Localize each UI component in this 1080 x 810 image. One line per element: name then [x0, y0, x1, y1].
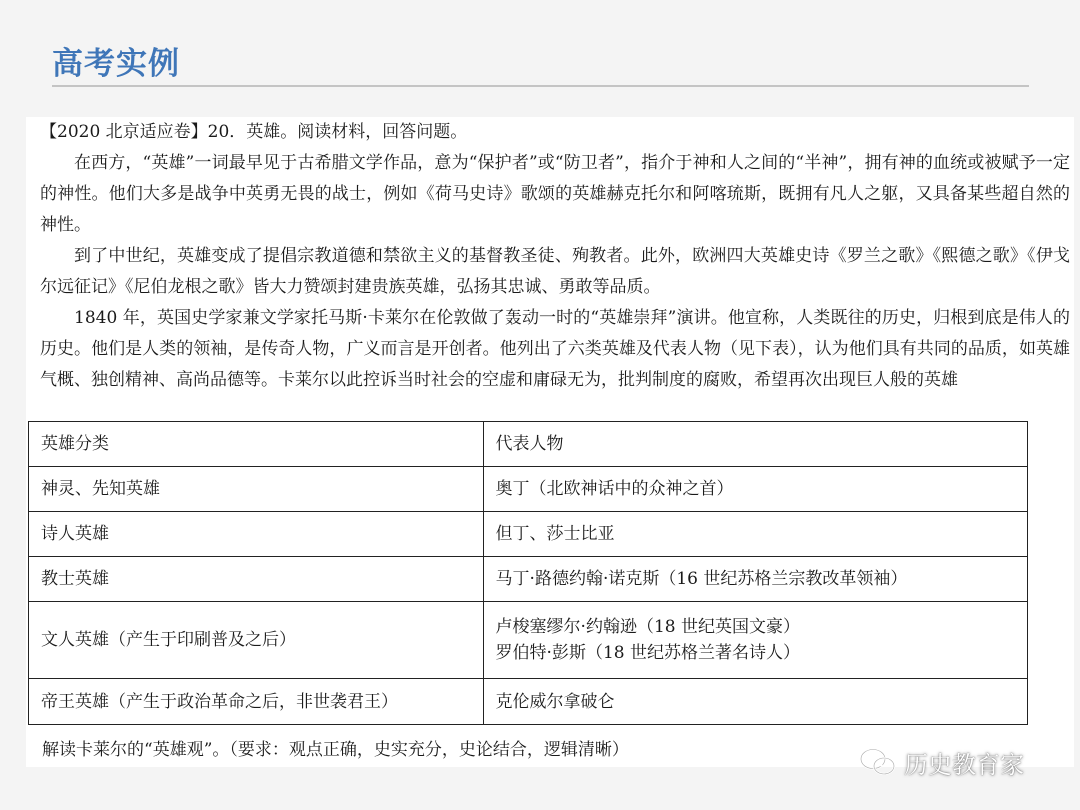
table-row — [29, 679, 1028, 725]
table-cell-category: 教士英雄 — [29, 557, 484, 602]
representative-text: 罗伯特·彭斯（18 世纪苏格兰著名诗人） — [495, 643, 800, 663]
table-cell-representatives — [483, 679, 1027, 725]
representative-text: 奥丁（北欧神话中的众神之首） — [495, 479, 734, 499]
table-cell-representatives — [483, 467, 1027, 512]
table-cell-representatives — [483, 512, 1027, 557]
material-paragraph: 到了中世纪，英雄变成了提倡宗教道德和禁欲主义的基督教圣徒、殉教者。此外，欧洲四大英雄史诗《罗兰之歌》《熙德之歌》《伊戈尔远征记》《尼伯龙根之歌》皆大力赞颂封建贵族英雄，弘扬其忠诚、勇敢等品质。 — [40, 246, 1070, 297]
hero-table — [28, 421, 1028, 725]
table-cell-category: 诗人英雄 — [29, 512, 484, 557]
table-cell-representatives — [483, 602, 1027, 679]
watermark-text: 历史教育家 — [904, 750, 1024, 779]
title-divider — [52, 85, 1029, 87]
question-prompt: 解读卡莱尔的“英雄观”。（要求：观点正确，史实充分，史论结合，逻辑清晰） — [42, 740, 629, 760]
material-text — [40, 117, 1070, 396]
table-row — [29, 557, 1028, 602]
material-paragraph: 在西方，“英雄”一词最早见于古希腊文学作品，意为“保护者”或“防卫者”，指介于神和人之间的“半神”，拥有神的血统或被赋予一定的神性。他们大多是战争中英勇无畏的战士，例如《荷马史诗》歌颂的英雄赫克托尔和阿喀琉斯，既拥有凡人之躯，又具备某些超自然的神性。 — [40, 153, 1070, 235]
table-cell-category: 帝王英雄（产生于政治革命之后，非世袭君王） — [29, 679, 484, 725]
table-cell-category: 文人英雄（产生于印刷普及之后） — [29, 602, 484, 679]
representative-text: 马丁·路德约翰·诺克斯（16 世纪苏格兰宗教改革领袖） — [495, 569, 908, 589]
table-row — [29, 602, 1028, 679]
table-cell-category: 神灵、先知英雄 — [29, 467, 484, 512]
table-cell-representatives — [483, 557, 1027, 602]
table-header-row — [29, 422, 1028, 467]
table-row — [29, 512, 1028, 557]
representative-text: 卢梭塞缪尔·约翰逊（18 世纪英国文豪） — [495, 617, 800, 637]
account-watermark — [858, 742, 1024, 782]
table-row — [29, 467, 1028, 512]
table-header-representatives: 代表人物 — [483, 422, 1027, 467]
slide-title: 高考实例 — [52, 46, 180, 82]
representative-text: 克伦威尔拿破仑 — [495, 691, 615, 712]
table-header-category: 英雄分类 — [29, 422, 484, 467]
wechat-icon — [858, 747, 896, 777]
question-heading: 【2020 北京适应卷】20．英雄。阅读材料，回答问题。 — [40, 122, 468, 142]
material-paragraph: 1840 年，英国史学家兼文学家托马斯·卡莱尔在伦敦做了轰动一时的“英雄崇拜”演讲。他宣称，人类既往的历史，归根到底是伟人的历史。他们是人类的领袖，是传奇人物，广义而言是开创者。他列出了六类英雄及代表人物（见下表），认为他们具有共同的品质，如英雄气概、独创精神、高尚品德等。卡莱尔以此控诉当时社会的空虚和庸碌无为，批判制度的腐败，希望再次出现巨人般的英雄 — [40, 308, 1070, 390]
representative-text: 但丁、莎士比亚 — [495, 524, 615, 544]
exam-document — [26, 117, 1074, 767]
